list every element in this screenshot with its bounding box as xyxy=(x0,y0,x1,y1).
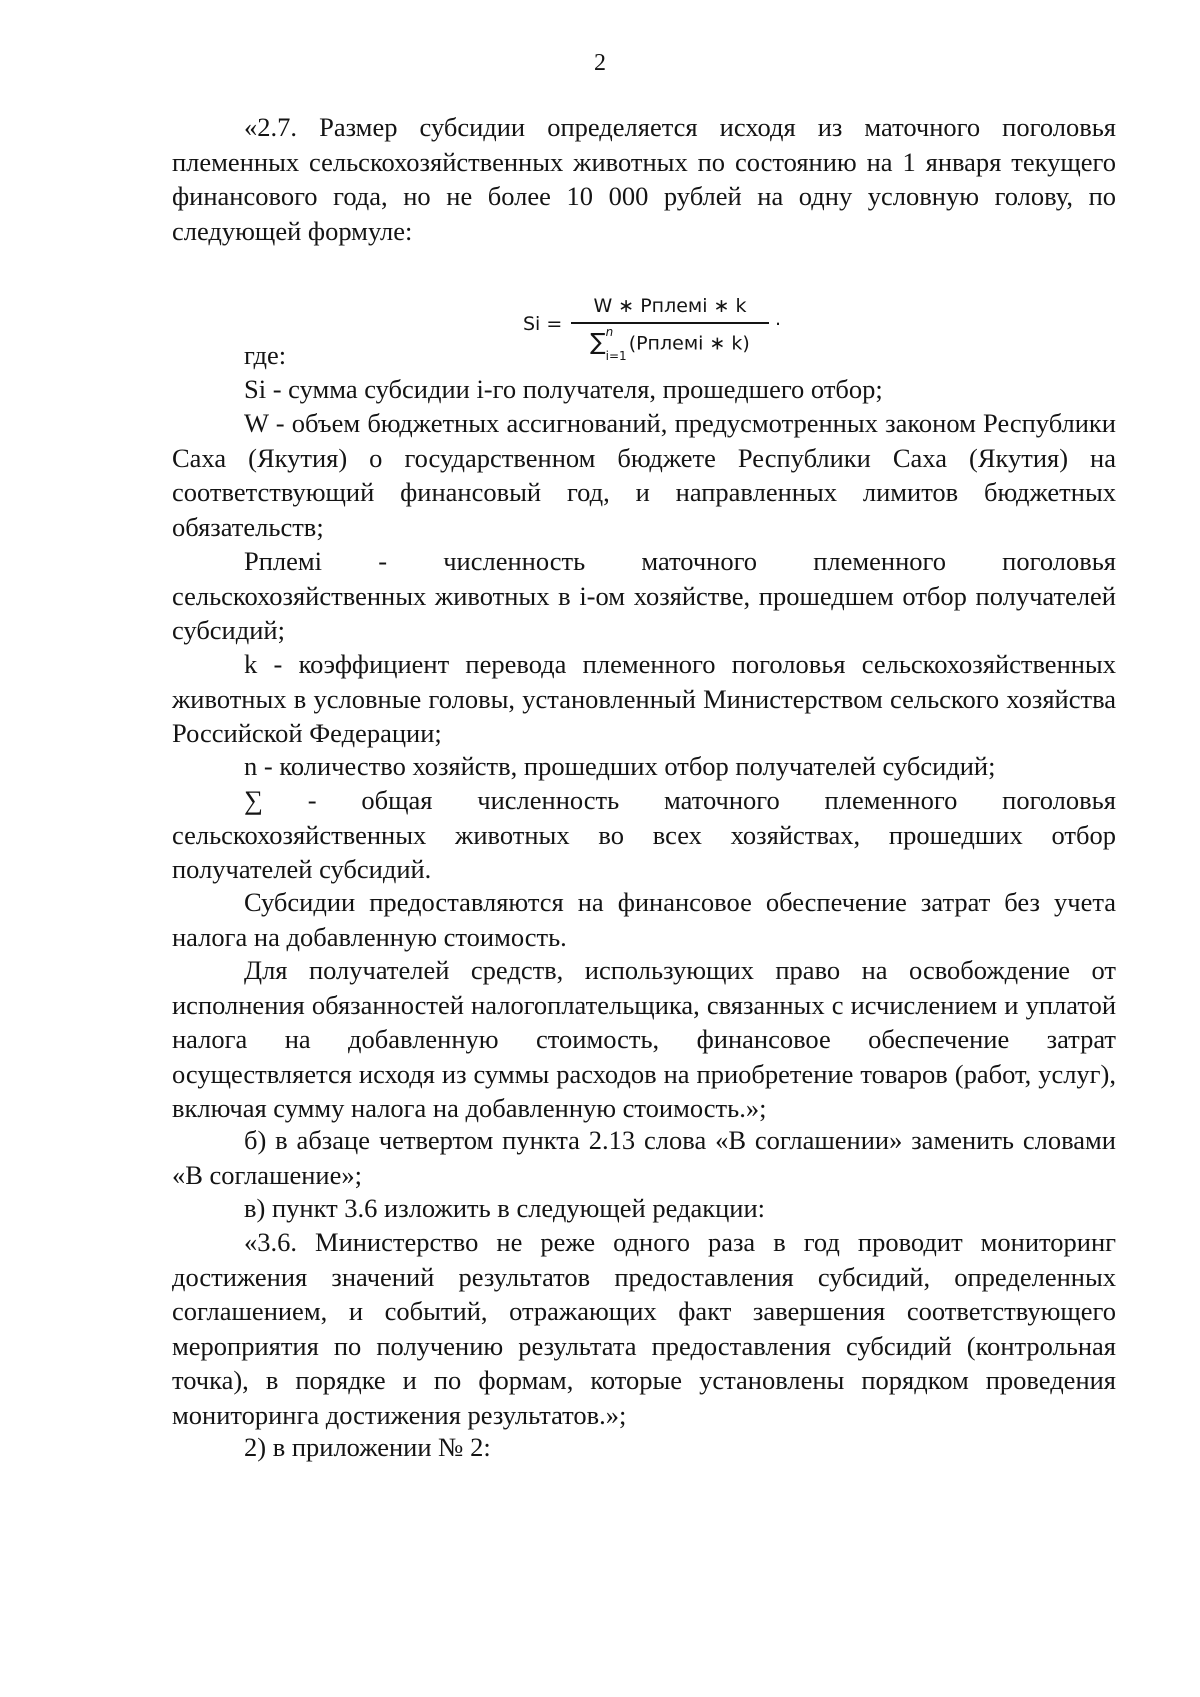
formula-period: . xyxy=(775,308,782,330)
paragraph-vat-free xyxy=(172,953,1116,1126)
sum-word: численность xyxy=(477,785,620,815)
amendment-b-text: б) в абзаце четвертом пункта 2.13 слова «В соглашении» заменить словами «В соглашение»; xyxy=(172,1125,1116,1190)
definition-rplemi xyxy=(172,544,1116,648)
amendment-appendix-2-text: 2) в приложении № 2: xyxy=(244,1432,491,1462)
paragraph-vat-free-text: Для получателей средств, использующих право на освобождение от исполнения обязанностей налогоплательщика, связанных с исчислением и уплатой налога на добавленную стоимость, финансовое обеспечение затрат осуществляется исходя из суммы расходов на приобретение товаров (работ, услуг), включая сумму налога на добавленную стоимость.»; xyxy=(172,955,1116,1123)
definition-n-text: n - количество хозяйств, прошедших отбор получателей субсидий; xyxy=(244,751,996,781)
sum-upper-limit: n xyxy=(605,324,614,339)
definition-si-text: Si - сумма субсидии i-го получателя, прошедшего отбор; xyxy=(244,374,883,404)
rplemi-word: племенного xyxy=(813,546,946,576)
sum-lower-limit: i=1 xyxy=(605,348,627,363)
definition-sum-first-line xyxy=(172,783,1116,818)
fraction-bar xyxy=(571,322,769,324)
paragraph-2-7 xyxy=(172,110,1116,248)
amendment-v xyxy=(172,1191,1116,1226)
definition-si xyxy=(172,372,1116,407)
sum-symbol: ∑ xyxy=(590,329,606,356)
paragraph-where-text: где: xyxy=(244,340,287,370)
paragraph-2-7-text: «2.7. Размер субсидии определяется исходя из маточного поголовья племенных сельскохозяйственных животных по состоянию на 1 января текущего финансового года, но не более 10 000 рублей на одну условную голову, по следующей формуле: xyxy=(172,112,1116,246)
paragraph-3-6 xyxy=(172,1225,1116,1432)
paragraph-vat xyxy=(172,885,1116,954)
definition-sum-rest: сельскохозяйственных животных во всех хозяйствах, прошедших отбор получателей субсидий. xyxy=(172,819,1116,884)
sum-word: - xyxy=(307,785,317,815)
definition-rplemi-rest: сельскохозяйственных животных в i-ом хозяйстве, прошедшем отбор получателей субсидий; xyxy=(172,580,1116,645)
amendment-v-text: в) пункт 3.6 изложить в следующей редакции: xyxy=(244,1193,766,1223)
paragraph-3-6-text: «3.6. Министерство не реже одного раза в год проводит мониторинг достижения значений результатов предоставления субсидий, определенных соглашением, и событий, отражающих факт завершения соответствующего мероприятия по получению результата предоставления субсидий (контрольная точка), в порядке и по формам, которые установлены порядком проведения мониторинга достижения результатов.»; xyxy=(172,1227,1116,1430)
rplemi-word: маточного xyxy=(641,546,758,576)
amendment-appendix-2 xyxy=(172,1430,1116,1465)
page-number: 2 xyxy=(594,50,606,76)
paragraph-vat-text: Субсидии предоставляются на финансовое обеспечение затрат без учета налога на добавленную стоимость. xyxy=(172,887,1116,952)
sum-word: ∑ xyxy=(244,785,263,815)
rplemi-word: Рплемi xyxy=(244,546,323,576)
formula-numerator: W ∗ Рплемi ∗ k xyxy=(593,295,747,317)
definition-rplemi-first-line xyxy=(172,544,1116,579)
formula-lhs: Si = xyxy=(523,313,563,335)
amendment-b xyxy=(172,1123,1116,1192)
rplemi-word: - xyxy=(378,546,388,576)
sum-word: общая xyxy=(361,785,433,815)
sum-word: племенного xyxy=(824,785,958,815)
definition-sum xyxy=(172,783,1116,887)
definition-k xyxy=(172,647,1116,751)
sum-word: поголовья xyxy=(1002,785,1116,815)
definition-n xyxy=(172,749,1116,784)
denominator-body: (Рплемi ∗ k) xyxy=(628,332,750,355)
sum-word: маточного xyxy=(664,785,780,815)
definition-w-text: W - объем бюджетных ассигнований, предусмотренных законом Республики Саха (Якутия) о государственном бюджете Республики Саха (Якутия) на соответствующий финансовый год, и направленных лимитов бюджетных обязательств; xyxy=(172,408,1116,542)
paragraph-where xyxy=(172,338,1116,373)
rplemi-word: поголовья xyxy=(1002,546,1116,576)
definition-k-text: k - коэффициент перевода племенного поголовья сельскохозяйственных животных в условные головы, установленный Министерством сельского хозяйства Российской Федерации; xyxy=(172,649,1116,748)
definition-w xyxy=(172,406,1116,544)
rplemi-word: численность xyxy=(443,546,586,576)
